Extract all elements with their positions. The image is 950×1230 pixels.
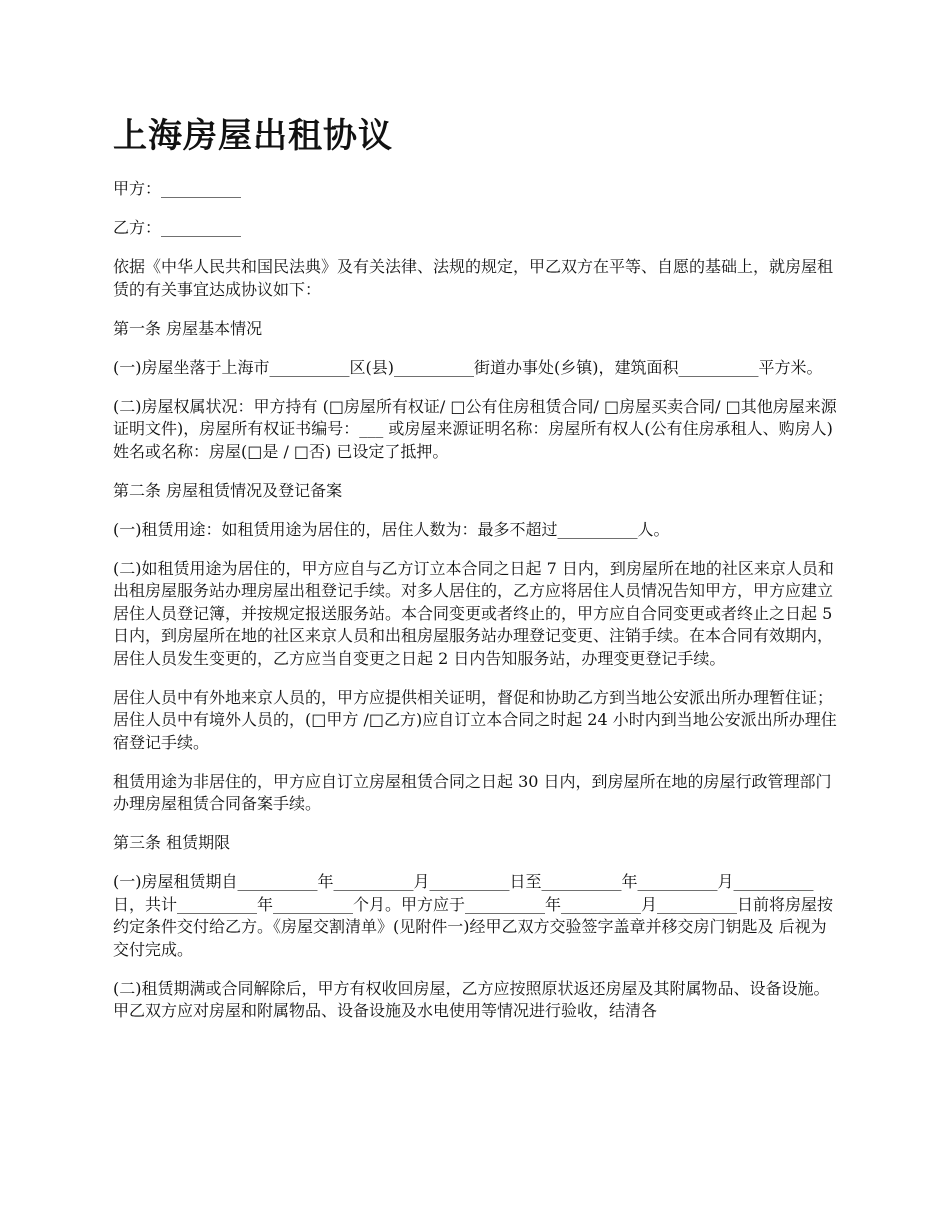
article-2-clause-1: (一)租赁用途：如租赁用途为居住的，居住人数为：最多不超过__________人。 xyxy=(113,519,670,539)
party-a-line: 甲方：__________ xyxy=(113,179,242,198)
article-1-clause-2: (二)房屋权属状况：甲方持有 (□房屋所有权证/ □公有住房租赁合同/ □房屋买卖合同/ □其他房屋来源证明文件)，房屋所有权证书编号：___ 或房屋来源证明名称：房屋所有权人(公有住房承租人、购房人)姓名或名称：房屋(□是 / □否) 已设定了抵押。 xyxy=(113,396,837,461)
article-1-heading: 第一条 房屋基本情况 xyxy=(113,318,263,338)
article-2-clause-2: (二)如租赁用途为居住的，甲方应自与乙方订立本合同之日起 7 日内，到房屋所在地的社区来京人员和出租房屋服务站办理房屋出租登记手续。对多人居住的，乙方应将居住人员情况告知甲方，甲方应建立居住人员登记簿，并按规定报送服务站。本合同变更或者终止的，甲方应自合同变更或者终止之日起 5 日内，到房屋所在地的社区来京人员和出租房屋服务站办理登记变更、注销手续。在本合同有效期内，居住人员发生变更的，乙方应当自变更之日起 2 日内告知服务站，办理变更登记手续。 xyxy=(113,558,834,668)
document-page xyxy=(113,112,841,1039)
article-2-paragraph-3: 居住人员中有外地来京人员的，甲方应提供相关证明，督促和协助乙方到当地公安派出所办理暂住证；居住人员中有境外人员的，(□甲方 /□乙方)应自订立本合同之时起 24 小时内到当地公安派出所办理住宿登记手续。 xyxy=(113,687,837,752)
article-2-heading: 第二条 房屋租赁情况及登记备案 xyxy=(113,480,343,500)
preamble-paragraph: 依据《中华人民共和国民法典》及有关法律、法规的规定，甲乙双方在平等、自愿的基础上，就房屋租赁的有关事宜达成协议如下： xyxy=(113,257,834,299)
article-2-paragraph-4: 租赁用途为非居住的，甲方应自订立房屋租赁合同之日起 30 日内，到房屋所在地的房屋行政管理部门办理房屋租赁合同备案手续。 xyxy=(113,771,832,813)
article-3-clause-2: (二)租赁期满或合同解除后，甲方有权收回房屋，乙方应按照原状返还房屋及其附属物品、设备设施。甲乙双方应对房屋和附属物品、设备设施及水电使用等情况进行验收，结清各 xyxy=(113,978,830,1020)
party-b-line: 乙方：__________ xyxy=(113,218,242,237)
document-title: 上海房屋出租协议 xyxy=(113,116,393,156)
article-1-clause-1: (一)房屋坐落于上海市__________区(县)__________街道办事处(乡镇)，建筑面积__________平方米。 xyxy=(113,357,823,377)
article-3-clause-1: (一)房屋租赁期自__________年__________月__________日至__________年__________月__________日，共计__________年__________个月。甲方应于__________年__________月__________日前将房屋按约定条件交付给乙方。《房屋交割清单》(见附件一)经甲乙双方交验签字盖章并移交房门钥匙及 后视为交付完成。 xyxy=(113,872,834,959)
article-3-heading: 第三条 租赁期限 xyxy=(113,833,231,852)
